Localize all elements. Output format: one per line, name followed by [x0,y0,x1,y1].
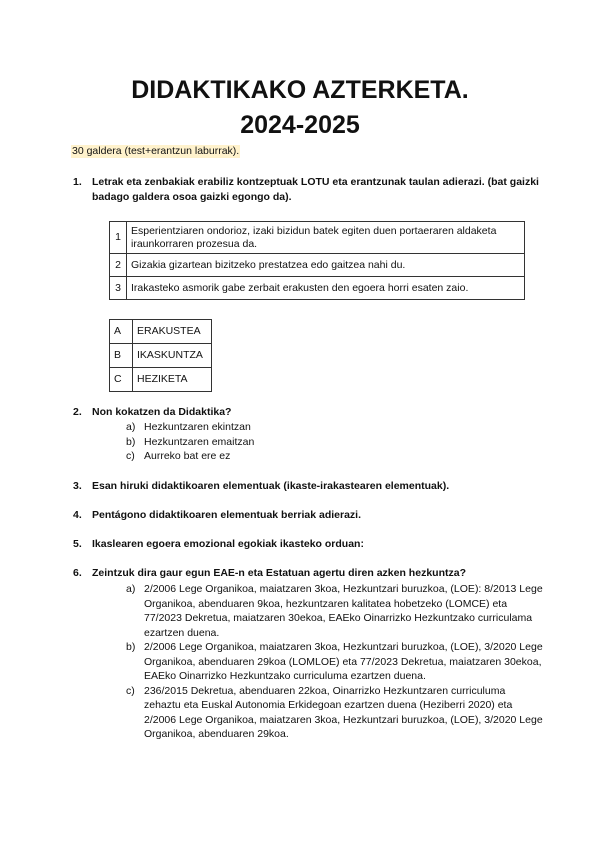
question-6-options [126,582,544,742]
row-number: 2 [110,254,127,277]
concepts-table [109,221,525,300]
question-5 [73,537,542,552]
question-2 [73,405,542,420]
option [126,420,544,435]
question-number: 5. [73,538,82,550]
exam-year: 2024-2025 [240,111,360,139]
row-text: Irakasteko asmorik gabe zerbait erakusten den egoera horri esaten zaio. [127,277,525,300]
question-6 [73,566,542,581]
option-text: Hezkuntzaren emaitzan [144,435,255,448]
question-4 [73,508,542,523]
exam-title: DIDAKTIKAKO AZTERKETA. [131,76,469,104]
question-number: 2. [73,406,82,418]
table-row [110,254,525,277]
option [126,684,544,742]
question-number: 3. [73,480,82,492]
answers-table [109,319,212,392]
row-number: 3 [110,277,127,300]
question-1 [73,175,542,205]
option [126,640,544,684]
option [126,582,544,640]
question-number: 4. [73,509,82,521]
option-text: 2/2006 Lege Organikoa, maiatzaren 3koa, Hezkuntzari buruzkoa, (LOE): 8/2013 Lege Organikoa, abenduaren 9koa, hezkuntzaren kalitatea hobetzeko (LOMCE) eta 77/2023 Dekretua, maiatzaren 30ekoa, EAEko Oinarrizko Hezkuntzako curriculama ezartzen duena. [144,583,543,639]
row-letter: C [110,368,133,392]
question-text: Pentágono didaktikoaren elementuak berriak adierazi. [92,509,362,521]
option [126,435,544,450]
option [126,449,544,464]
table-row [110,320,212,344]
row-text: HEZIKETA [133,368,212,392]
option-text: 236/2015 Dekretua, abenduaren 22koa, Oinarrizko Hezkuntzaren curriculuma zehaztu eta Euskal Autonomia Erkidegoan ezartzen duena (Heziberri 2020) eta 2/2006 Lege Organikoa, maiatzaren 3koa, Hezkuntzari buruzkoa, (LOE), 3/2020 Lege Organikoa, abenduaren 29koa. [144,684,543,740]
table-row [110,277,525,300]
question-3 [73,479,542,494]
row-letter: B [110,344,133,368]
row-text: Gizakia gizartean bizitzeko prestatzea edo gaitzea nahi du. [127,254,525,277]
question-text: Zeintzuk dira gaur egun EAE-n eta Estatuan agertu diren azken hezkuntza? [92,567,466,579]
table-row [110,368,212,392]
row-text: Esperientziaren ondorioz, izaki bizidun batek egiten duen portaeraren aldaketa iraunkorraren prozesua da. [127,222,525,254]
question-text: Ikaslearen egoera emozional egokiak ikasteko orduan: [92,538,364,550]
question-number: 6. [73,567,82,579]
row-text: ERAKUSTEA [133,320,212,344]
row-letter: A [110,320,133,344]
question-text: Non kokatzen da Didaktika? [92,406,232,418]
option-label: c) [126,684,135,697]
question-text: Esan hiruki didaktikoaren elementuak (ikaste-irakastearen elementuak). [92,480,450,492]
question-number: 1. [73,176,82,188]
question-text: Letrak eta zenbakiak erabiliz kontzeptuak LOTU eta erantzunak taulan adierazi. (bat gaizki badago galdera osoa gaizki egongo da). [92,176,539,203]
option-label: b) [126,641,136,653]
option-text: Hezkuntzaren ekintzan [144,421,251,433]
row-number: 1 [110,222,127,254]
option-text: Aurreko bat ere ez [144,450,231,462]
row-text: IKASKUNTZA [133,344,212,368]
option-text: 2/2006 Lege Organikoa, maiatzaren 3koa, Hezkuntzari buruzkoa, (LOE), 3/2020 Lege Organikoa, abenduaren 29koa (LOMLOE) eta 77/2023 Dekretua, maiatzaren 30ekoa, EAEko Oinarrizko Hezkuntzako curriculuma ezartzen duena. [144,641,543,682]
highlight-note: 30 galdera (test+erantzun laburrak). [72,145,240,157]
option-label: a) [126,583,136,595]
option-label: c) [126,450,135,462]
table-row [110,222,525,254]
question-2-options [126,420,544,464]
table-row [110,344,212,368]
option-label: a) [126,421,136,433]
option-label: b) [126,435,136,448]
